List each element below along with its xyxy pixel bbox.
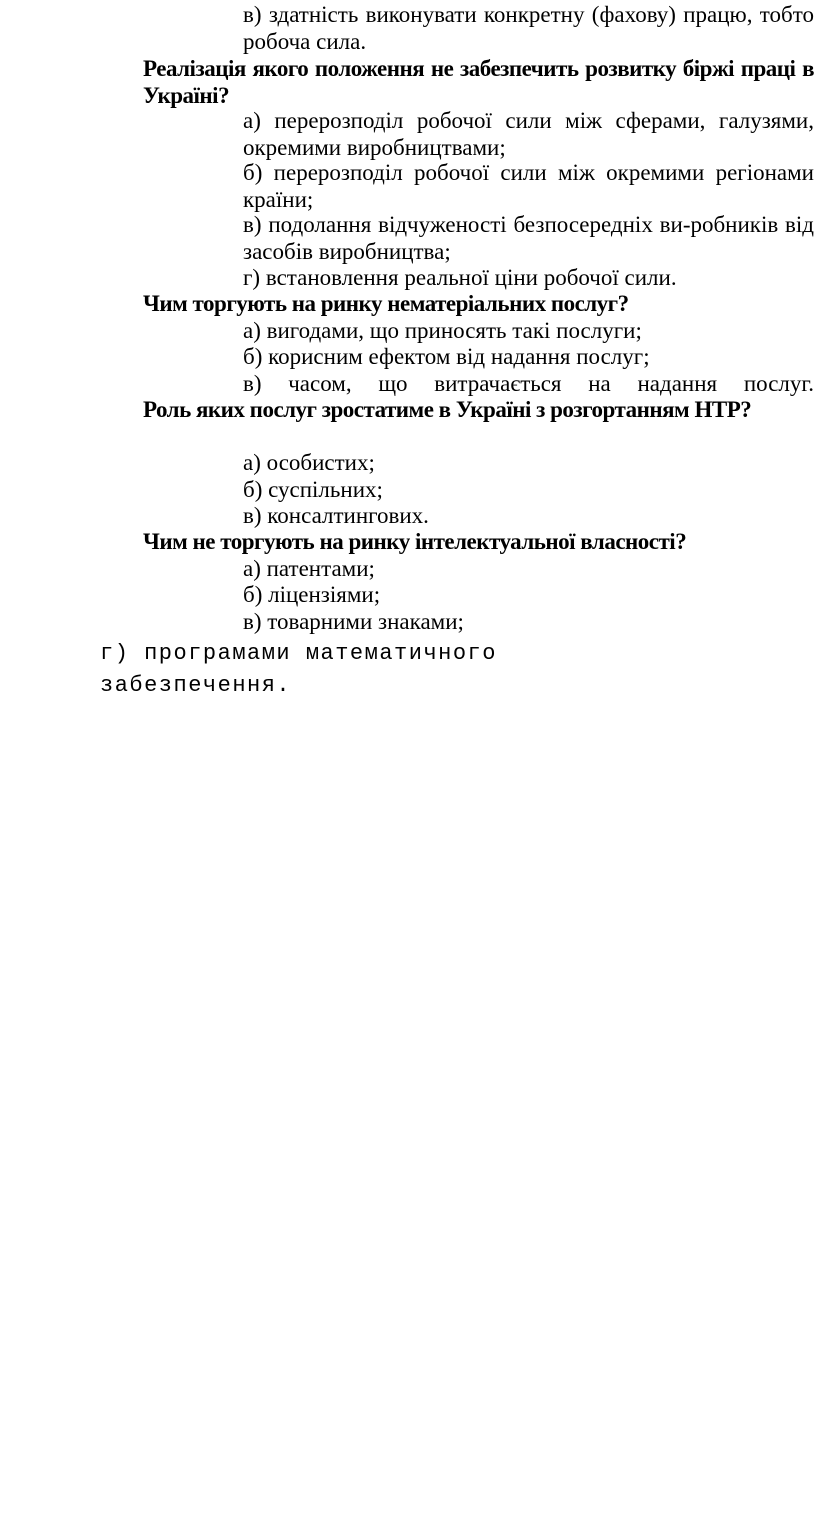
question-3-option-c: в) консалтингових. bbox=[243, 503, 429, 528]
question-4: Чим не торгують на ринку інтелектуальної власності? bbox=[143, 529, 687, 554]
lead-option: в) здатність виконувати конкретну (фахову) працю, тобто робоча сила. bbox=[243, 2, 814, 54]
question-3-option-b: б) суспільних; bbox=[243, 477, 383, 502]
question-2-option-b: б) корисним ефектом від надання послуг; bbox=[243, 344, 650, 369]
question-1-option-c: в) подолання відчуженості безпосередніх ви-робників від засобів виробництва; bbox=[243, 212, 814, 264]
question-4-option-a: а) патентами; bbox=[243, 556, 375, 581]
question-1-option-d: г) встановлення реальної ціни робочої сили. bbox=[243, 265, 677, 290]
question-2-option-a: а) вигодами, що приносять такі послуги; bbox=[243, 318, 642, 343]
question-3: Роль яких послуг зростатиме в Україні з розгортанням НТР? bbox=[143, 397, 752, 422]
question-4-option-b: б) ліцензіями; bbox=[243, 582, 381, 607]
question-1: Реалізація якого положення не забезпечить розвитку біржі праці в Україні? bbox=[143, 56, 814, 108]
trailing-option: г) програмами математичного забезпечення. bbox=[100, 641, 497, 698]
question-2: Чим торгують на ринку нематеріальних послуг? bbox=[143, 291, 629, 316]
question-3-option-a: а) особистих; bbox=[243, 450, 375, 475]
question-1-option-a: а) перерозподіл робочої сили між сферами, галузями, окремими виробництвами; bbox=[243, 108, 814, 160]
question-4-option-c: в) товарними знаками; bbox=[243, 609, 464, 634]
question-2-option-c: в) часом, що витрачається на надання послуг. bbox=[243, 371, 814, 396]
question-1-option-b: б) перерозподіл робочої сили між окремими регіонами країни; bbox=[243, 160, 814, 212]
